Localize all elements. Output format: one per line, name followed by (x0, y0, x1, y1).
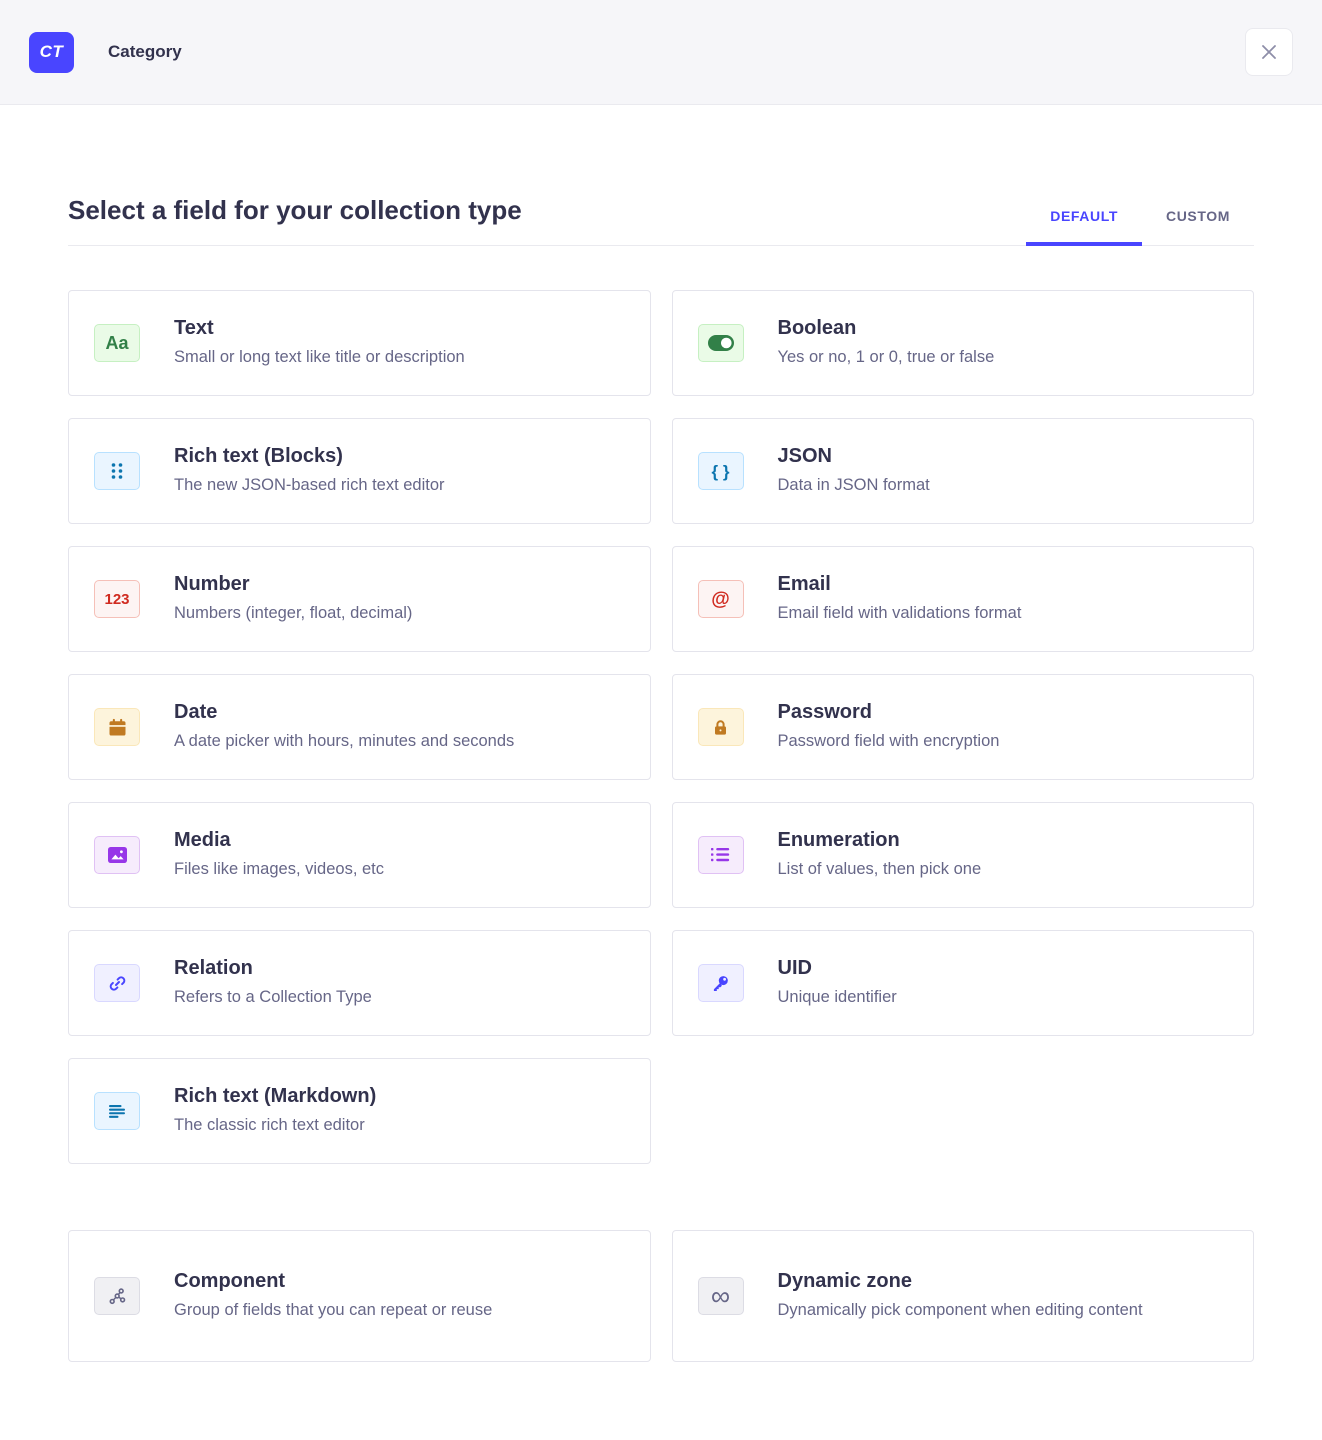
field-text (174, 957, 372, 1010)
boolean-icon (698, 324, 744, 362)
field-card-text[interactable] (68, 290, 651, 396)
password-icon (698, 708, 744, 746)
collection-type-badge (29, 32, 74, 73)
field-card-blocks[interactable] (68, 418, 651, 524)
field-name: Boolean (777, 316, 857, 339)
field-card-enumeration[interactable] (672, 802, 1255, 908)
close-icon (1259, 42, 1279, 62)
enumeration-icon (698, 836, 744, 874)
field-card-password[interactable] (672, 674, 1255, 780)
text-icon: Aa (94, 324, 140, 362)
field-name: Rich text (Markdown) (174, 1084, 377, 1107)
field-name: Dynamic zone (777, 1269, 912, 1292)
default-fields-grid (68, 290, 1254, 1164)
field-description: Numbers (integer, float, decimal) (174, 603, 413, 622)
field-name: Text (174, 316, 214, 339)
tab-default[interactable]: DEFAULT (1026, 208, 1142, 245)
field-description: Group of fields that you can repeat or reuse (174, 1300, 493, 1319)
field-name: Rich text (Blocks) (174, 444, 343, 467)
field-text (174, 445, 445, 498)
field-description: Files like images, videos, etc (174, 859, 384, 878)
field-text (778, 445, 930, 498)
field-card-relation[interactable] (68, 930, 651, 1036)
page-title: Select a field for your collection type (68, 195, 522, 225)
title-row (68, 195, 1254, 246)
field-text (174, 573, 412, 626)
tab-list (1026, 208, 1254, 245)
field-card-json[interactable] (672, 418, 1255, 524)
field-name: Relation (174, 956, 253, 979)
zone-fields-grid (68, 1230, 1254, 1362)
dynamiczone-icon: ∞ (698, 1277, 744, 1315)
field-text (778, 1270, 1143, 1323)
email-icon: @ (698, 580, 744, 618)
field-description: The new JSON-based rich text editor (174, 475, 445, 494)
field-name: JSON (777, 444, 832, 467)
field-name: Media (174, 828, 231, 851)
field-description: Unique identifier (777, 987, 897, 1006)
field-card-component[interactable] (68, 1230, 651, 1362)
field-text (174, 1270, 492, 1323)
field-text (778, 317, 995, 370)
field-description: Yes or no, 1 or 0, true or false (777, 347, 995, 366)
field-name: Date (174, 700, 218, 723)
json-icon: { } (698, 452, 744, 490)
field-name: UID (777, 956, 812, 979)
field-description: List of values, then pick one (777, 859, 982, 878)
close-button[interactable] (1245, 28, 1293, 76)
field-card-dynamiczone[interactable] (672, 1230, 1255, 1362)
date-icon (94, 708, 140, 746)
field-card-uid[interactable] (672, 930, 1255, 1036)
uid-icon (698, 964, 744, 1002)
field-description: Small or long text like title or description (174, 347, 465, 366)
field-card-media[interactable] (68, 802, 651, 908)
field-text (778, 957, 897, 1010)
field-text (778, 573, 1022, 626)
tab-custom[interactable]: CUSTOM (1165, 208, 1230, 224)
field-name: Email (777, 572, 831, 595)
field-text (174, 1085, 376, 1138)
field-card-markdown[interactable] (68, 1058, 651, 1164)
collection-type-badge-label: CT (39, 42, 64, 61)
field-description: A date picker with hours, minutes and seconds (174, 731, 515, 750)
field-text (174, 701, 514, 754)
blocks-icon (94, 452, 140, 490)
field-name: Number (174, 572, 250, 595)
relation-icon (94, 964, 140, 1002)
field-text (174, 317, 465, 370)
field-text (778, 701, 1000, 754)
markdown-icon (94, 1092, 140, 1130)
media-icon (94, 836, 140, 874)
field-name: Enumeration (777, 828, 900, 851)
field-text (778, 829, 982, 882)
number-icon: 123 (94, 580, 140, 618)
field-card-boolean[interactable] (672, 290, 1255, 396)
field-name: Password (777, 700, 872, 723)
field-card-email[interactable] (672, 546, 1255, 652)
field-name: Component (174, 1269, 286, 1292)
field-card-date[interactable] (68, 674, 651, 780)
dialog-header (0, 0, 1322, 105)
field-text (174, 829, 384, 882)
field-description: Password field with encryption (777, 731, 1000, 750)
field-card-number[interactable] (68, 546, 651, 652)
field-description: Refers to a Collection Type (174, 987, 372, 1006)
field-description: Email field with validations format (777, 603, 1022, 622)
content-type-name: Category (108, 42, 182, 61)
field-description: The classic rich text editor (174, 1115, 365, 1134)
field-description: Dynamically pick component when editing content (777, 1300, 1143, 1319)
component-icon (94, 1277, 140, 1315)
field-description: Data in JSON format (777, 475, 930, 494)
dialog-body (0, 195, 1322, 1425)
